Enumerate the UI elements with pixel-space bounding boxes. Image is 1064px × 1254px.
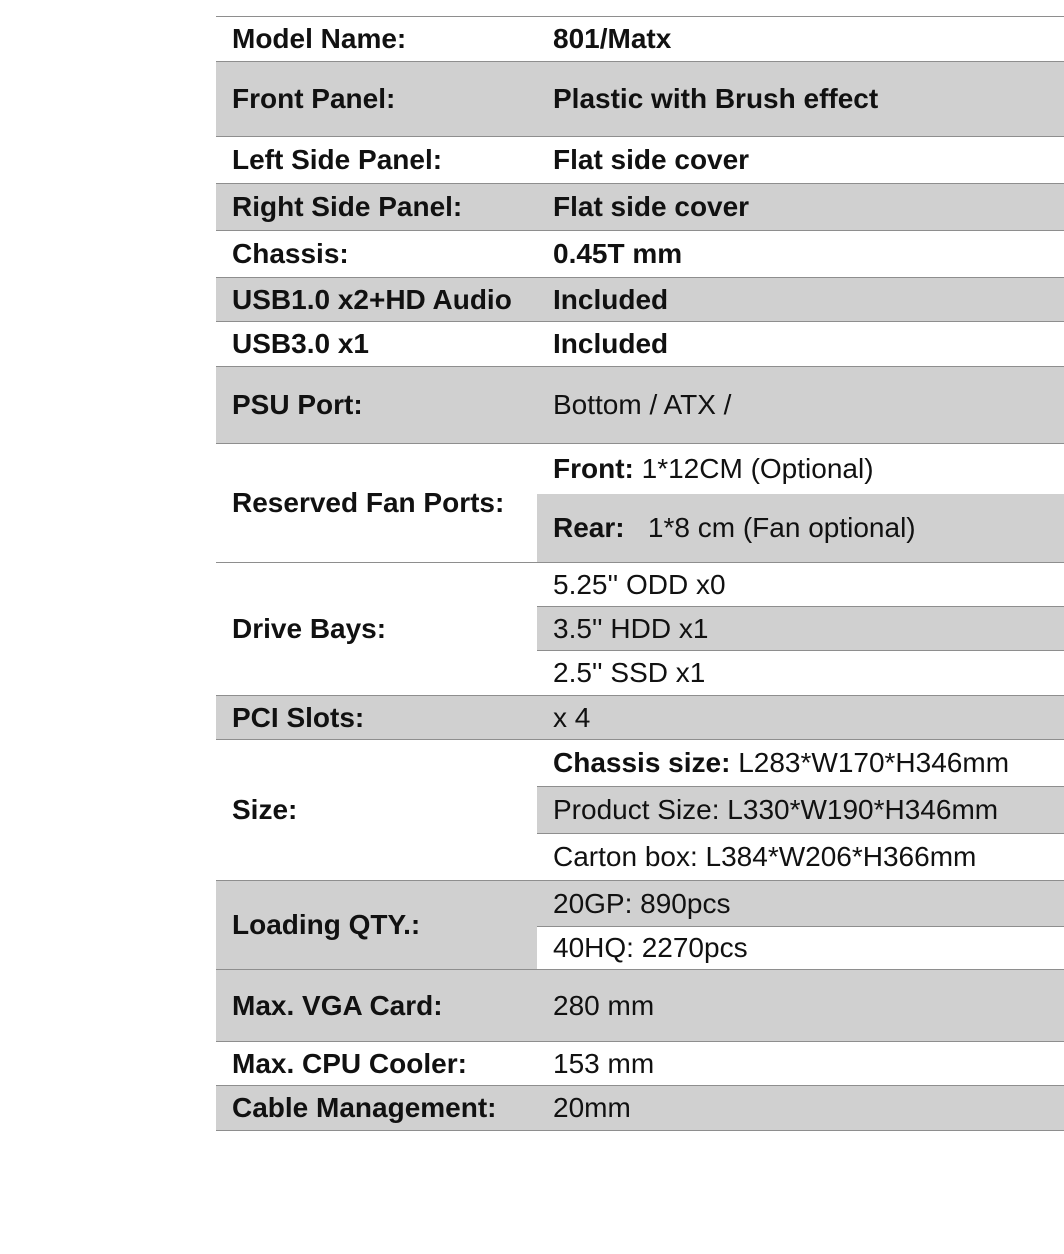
row-model-name [216,17,1064,62]
row-usb3 [216,322,1064,367]
value-cable-management: 20mm [537,1086,1064,1131]
row-max-vga [216,970,1064,1042]
label-chassis: Chassis: [216,231,537,278]
label-model-name: Model Name: [216,17,537,62]
value-fan-front [537,444,1064,494]
row-drive-odd [216,563,1064,607]
value-usb1-audio: Included [537,278,1064,322]
fan-front-key: Front: [553,452,634,484]
label-left-side-panel: Left Side Panel: [216,137,537,184]
size-chassis-key: Chassis size: [553,747,731,778]
row-pci-slots [216,696,1064,740]
label-size: Size: [216,740,537,881]
row-max-cpu-cooler [216,1042,1064,1086]
value-model-name: 801/Matx [537,17,1064,62]
value-front-panel: Plastic with Brush effect [537,62,1064,137]
value-loading-20gp: 20GP: 890pcs [537,881,1064,927]
fan-front-value: 1*12CM (Optional) [633,452,874,484]
row-psu-port [216,367,1064,444]
label-max-vga: Max. VGA Card: [216,970,537,1042]
value-fan-rear [537,494,1064,563]
size-chassis-value: L283*W170*H346mm [730,747,1010,778]
value-right-side-panel: Flat side cover [537,184,1064,231]
value-size-chassis [537,740,1064,787]
fan-rear-value: 1*8 cm (Fan optional) [624,511,916,543]
label-reserved-fan-ports: Reserved Fan Ports: [216,444,537,563]
label-loading-qty: Loading QTY.: [216,881,537,970]
row-front-panel [216,62,1064,137]
row-loading-20gp [216,881,1064,927]
row-cable-management [216,1086,1064,1131]
value-chassis: 0.45T mm [537,231,1064,278]
value-drive-odd: 5.25'' ODD x0 [537,563,1064,607]
row-chassis [216,231,1064,278]
value-usb3: Included [537,322,1064,367]
row-usb1-audio [216,278,1064,322]
value-size-product: Product Size: L330*W190*H346mm [537,787,1064,834]
label-max-cpu-cooler: Max. CPU Cooler: [216,1042,537,1086]
row-size-chassis [216,740,1064,787]
value-size-carton: Carton box: L384*W206*H366mm [537,834,1064,881]
label-right-side-panel: Right Side Panel: [216,184,537,231]
value-max-cpu-cooler: 153 mm [537,1042,1064,1086]
row-right-side-panel [216,184,1064,231]
value-psu-port: Bottom / ATX / [537,367,1064,444]
label-usb3: USB3.0 x1 [216,322,537,367]
specification-table [216,16,1064,1131]
value-max-vga: 280 mm [537,970,1064,1042]
row-fan-front [216,444,1064,494]
label-psu-port: PSU Port: [216,367,537,444]
value-drive-ssd: 2.5'' SSD x1 [537,651,1064,696]
label-front-panel: Front Panel: [216,62,537,137]
label-drive-bays: Drive Bays: [216,563,537,696]
value-loading-40hq: 40HQ: 2270pcs [537,927,1064,970]
label-usb1-audio: USB1.0 x2+HD Audio [216,278,537,322]
label-pci-slots: PCI Slots: [216,696,537,740]
fan-rear-key: Rear: [553,511,625,543]
value-drive-hdd: 3.5'' HDD x1 [537,607,1064,651]
label-cable-management: Cable Management: [216,1086,537,1131]
value-left-side-panel: Flat side cover [537,137,1064,184]
row-left-side-panel [216,137,1064,184]
value-pci-slots: x 4 [537,696,1064,740]
